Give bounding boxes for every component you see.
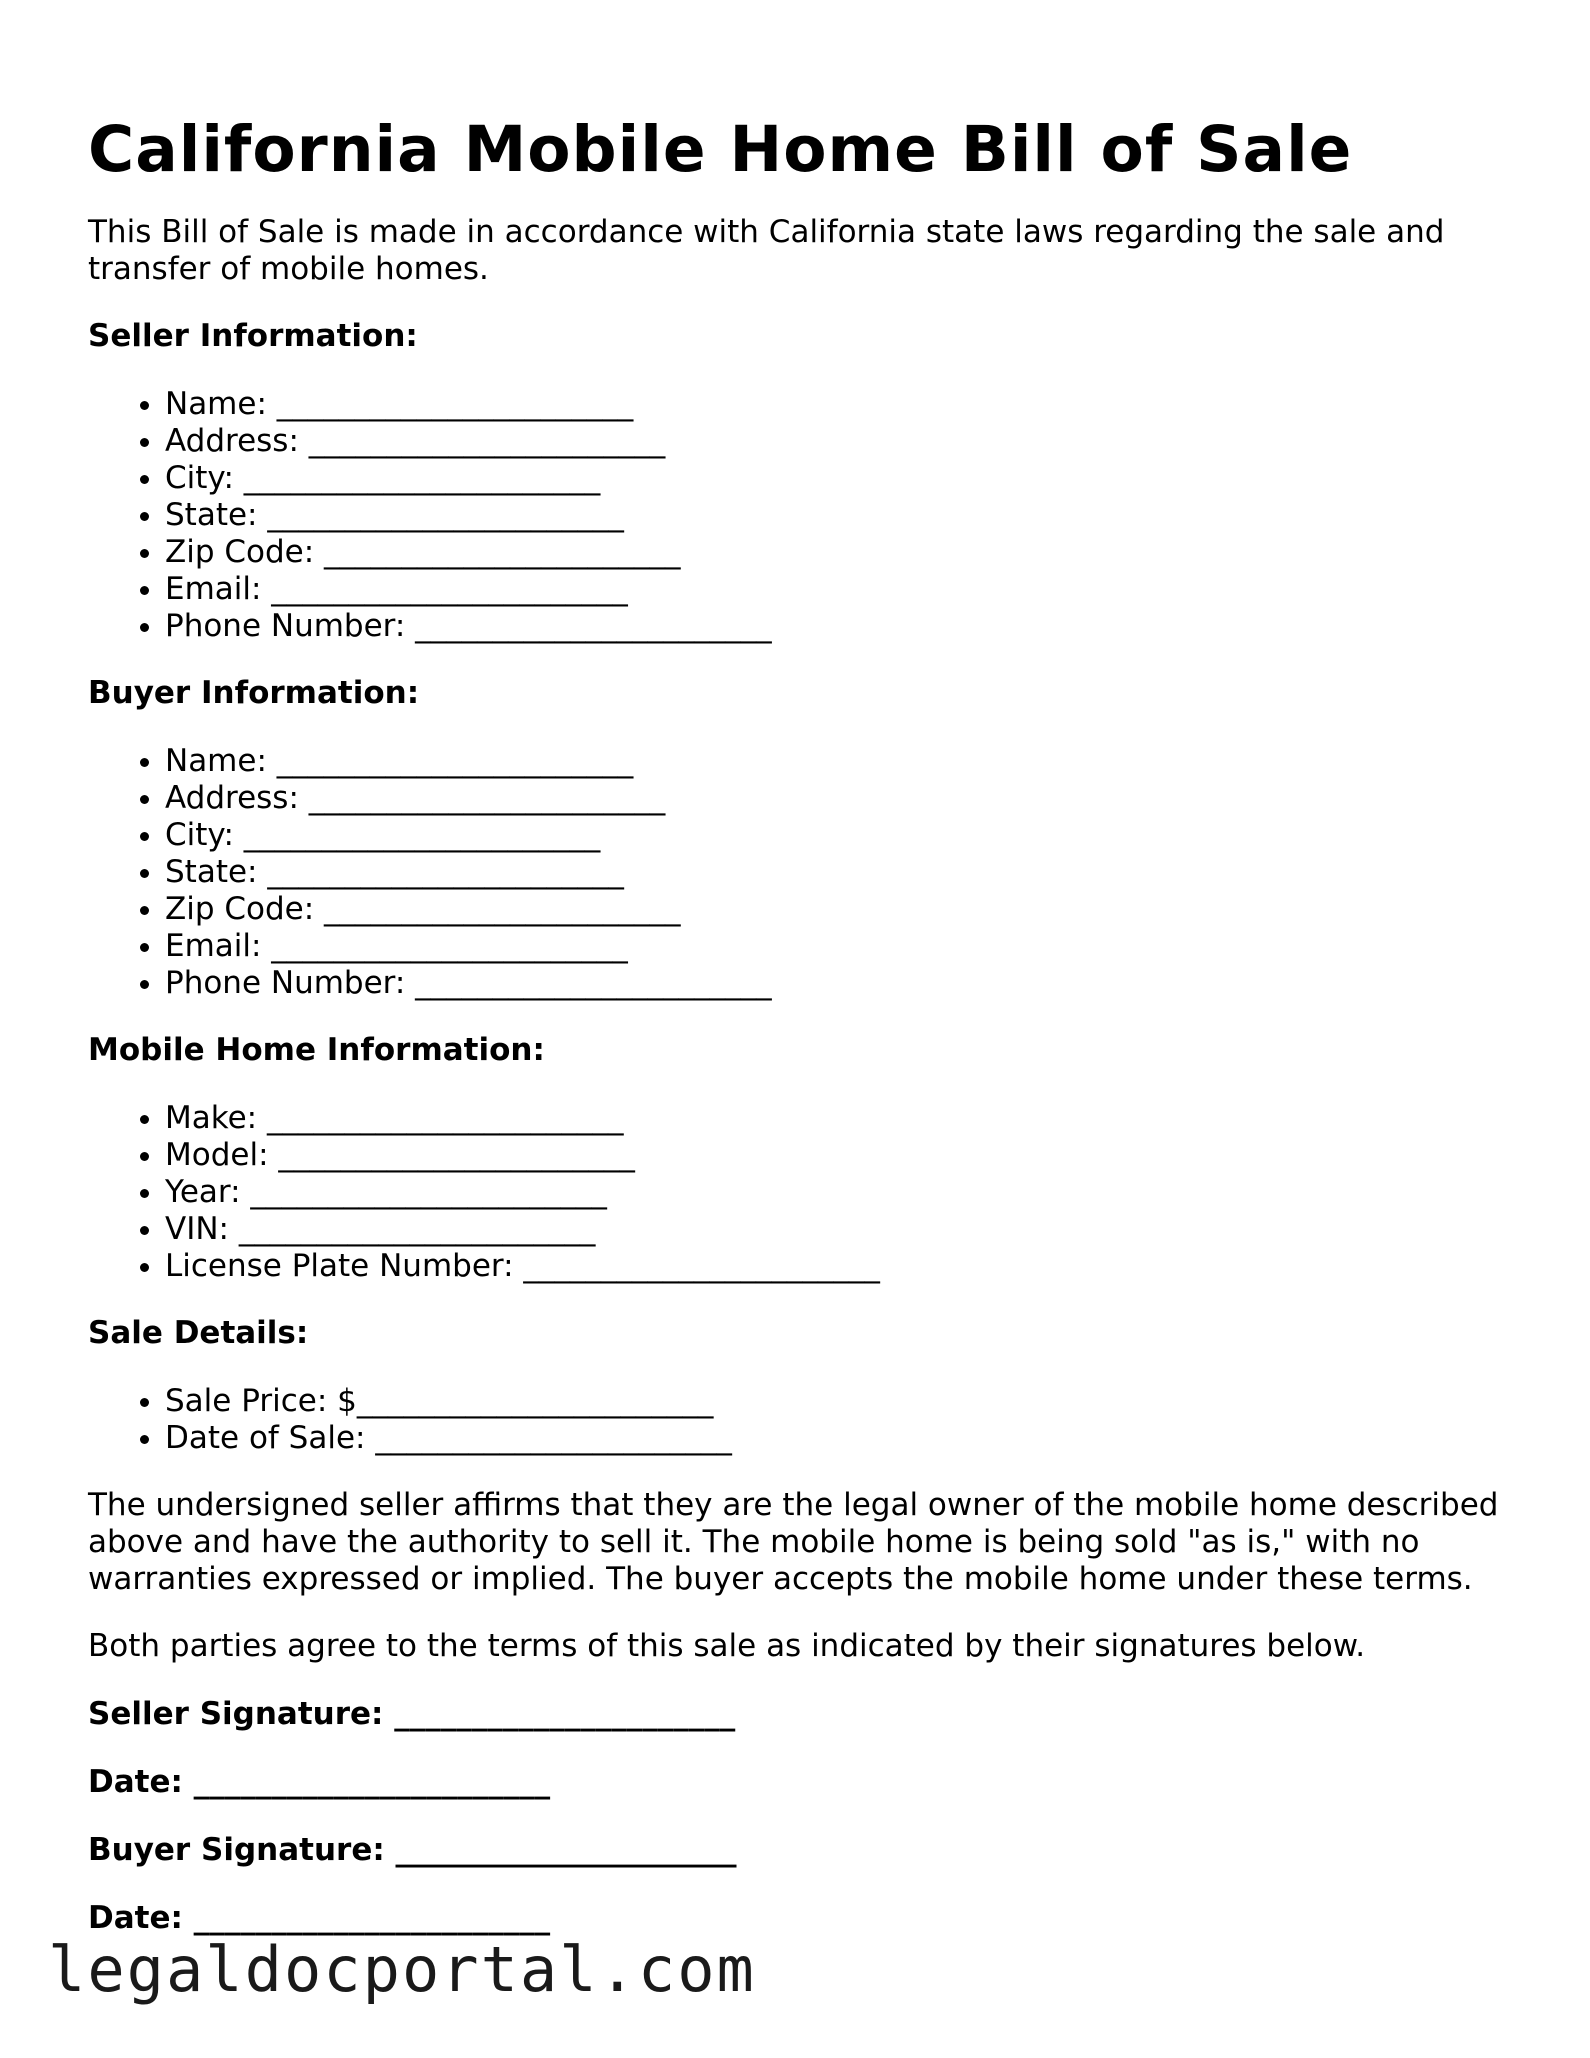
buyer-state-field: • State: _______________________: [165, 854, 1518, 891]
seller-signature-line: Seller Signature: ______________________: [88, 1696, 736, 1732]
mobile-home-information-heading: Mobile Home Information:: [88, 1032, 545, 1068]
intro-paragraph: This Bill of Sale is made in accordance with California state laws regarding the sale and transfer of mobile homes.: [88, 214, 1445, 287]
seller-information-heading: Seller Information:: [88, 318, 418, 354]
seller-zip-field: • Zip Code: _______________________: [165, 534, 1518, 571]
buyer-name-field: • Name: _______________________: [165, 743, 1518, 780]
mobile-home-information-list: [88, 1100, 1518, 1285]
seller-information-list: [88, 386, 1518, 645]
mobile-home-make-field: • Make: _______________________: [165, 1100, 1518, 1137]
sale-details-heading: Sale Details:: [88, 1315, 309, 1351]
buyer-phone-field: • Phone Number: _______________________: [165, 965, 1518, 1002]
seller-phone-field: • Phone Number: _______________________: [165, 608, 1518, 645]
mobile-home-model-field: • Model: _______________________: [165, 1137, 1518, 1174]
buyer-information-list: [88, 743, 1518, 1002]
mobile-home-year-field: • Year: _______________________: [165, 1174, 1518, 1211]
seller-city-field: • City: _______________________: [165, 460, 1518, 497]
buyer-zip-field: • Zip Code: _______________________: [165, 891, 1518, 928]
mobile-home-vin-field: • VIN: _______________________: [165, 1211, 1518, 1248]
document-title: California Mobile Home Bill of Sale: [88, 113, 1353, 186]
seller-date-line: Date: _______________________: [88, 1764, 551, 1800]
seller-address-field: • Address: _______________________: [165, 423, 1518, 460]
buyer-signature-line: Buyer Signature: ______________________: [88, 1832, 737, 1868]
agreement-paragraph: Both parties agree to the terms of this sale as indicated by their signatures below.: [88, 1628, 1366, 1664]
buyer-email-field: • Email: _______________________: [165, 928, 1518, 965]
mobile-home-license-plate-field: • License Plate Number: _______________________: [165, 1248, 1518, 1285]
buyer-information-heading: Buyer Information:: [88, 675, 420, 711]
sale-date-field: • Date of Sale: _______________________: [165, 1420, 1518, 1457]
seller-email-field: • Email: _______________________: [165, 571, 1518, 608]
affirmation-paragraph: The undersigned seller affirms that they are the legal owner of the mobile home described above and have the authority to sell it. The mobile home is being sold "as is," with no warranties expressed or implied. The buyer accepts the mobile home under these terms.: [88, 1487, 1499, 1597]
sale-price-field: • Sale Price: $_______________________: [165, 1383, 1518, 1420]
seller-state-field: • State: _______________________: [165, 497, 1518, 534]
buyer-city-field: • City: _______________________: [165, 817, 1518, 854]
seller-name-field: • Name: _______________________: [165, 386, 1518, 423]
document-page: [88, 108, 1518, 1937]
watermark-text: legaldocportal.com: [48, 1933, 756, 2006]
buyer-date-line: Date: _______________________: [88, 1900, 551, 1936]
buyer-address-field: • Address: _______________________: [165, 780, 1518, 817]
sale-details-list: [88, 1383, 1518, 1457]
